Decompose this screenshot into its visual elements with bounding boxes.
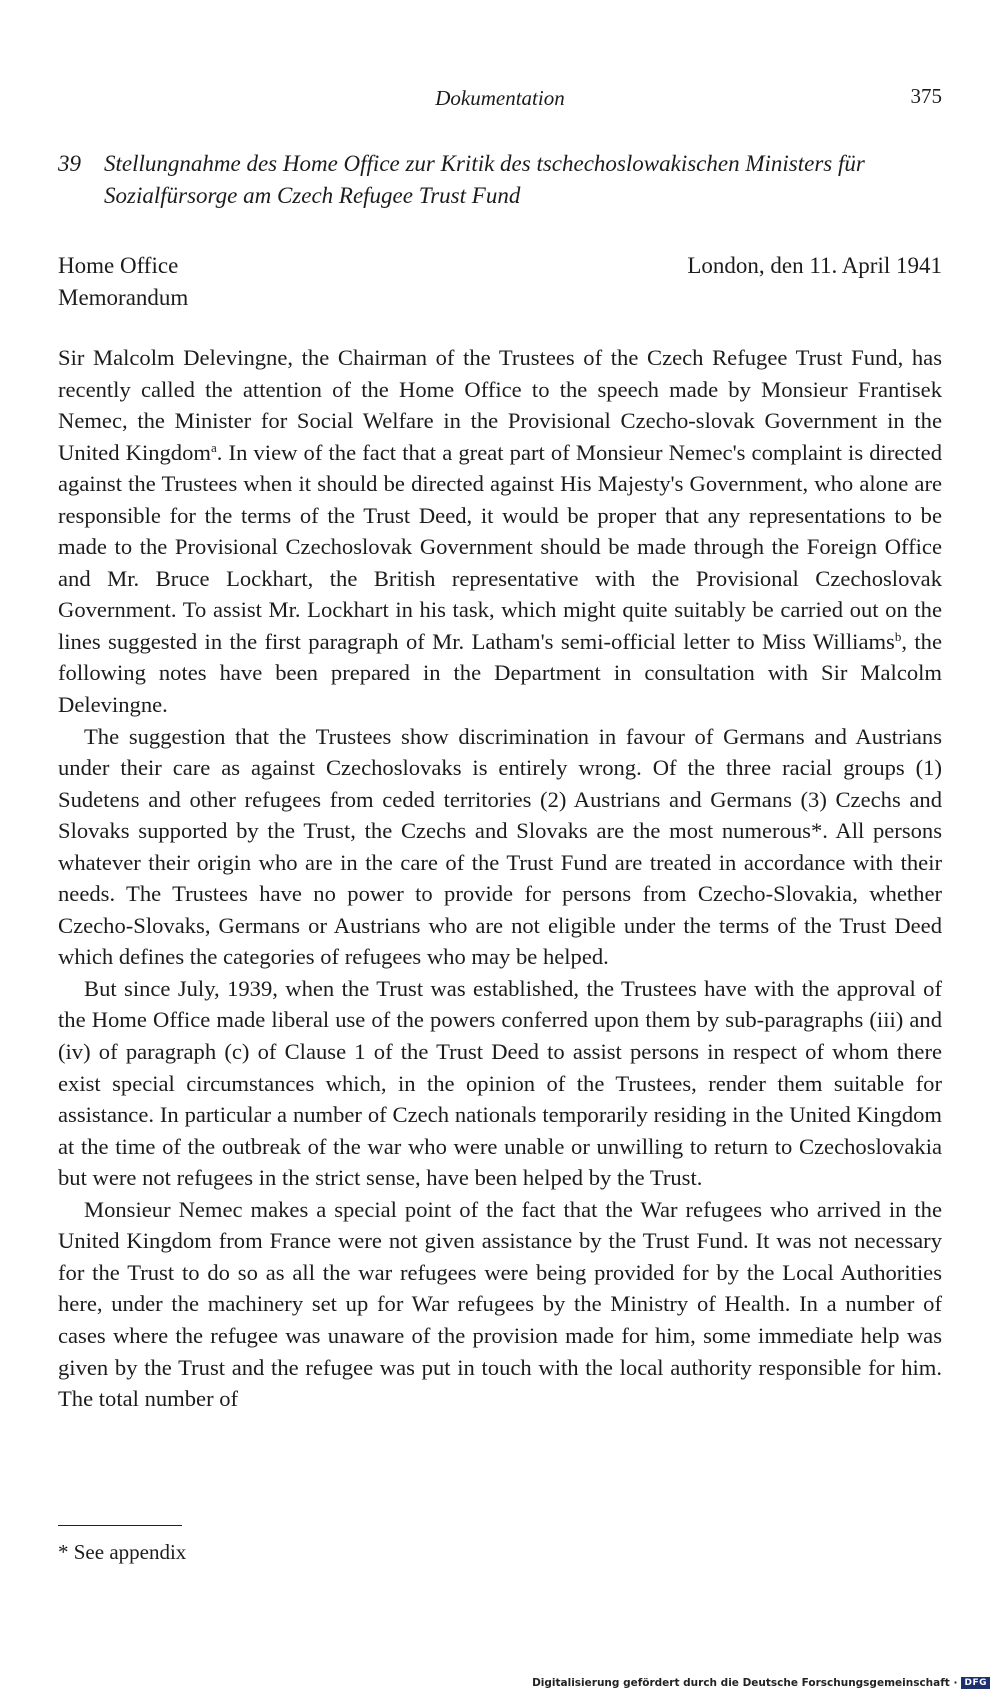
footnote-divider: [58, 1525, 182, 1526]
running-head: Dokumentation: [435, 86, 565, 110]
document-number: 39: [58, 151, 81, 176]
body-text: [58, 342, 942, 1415]
credit-text: Digitalisierung gefördert durch die Deutsche Forschungsgemeinschaft ·: [532, 1677, 958, 1689]
paragraph-3: But since July, 1939, when the Trust was established, the Trustees have with the approval of the Home Office made liberal use of the powers conferred upon them by sub-paragraphs (iii) and (iv) of paragraph (c) of Clause 1 of the Trust Deed to assist persons in respect of whom there exist special circumstances which, in the opinion of the Trustees, render them suitable for assistance. In particular a number of Czech nationals temporarily residing in the United Kingdom at the time of the outbreak of the war who were unable or unwilling to return to Czechoslovakia but were not refugees in the strict sense, have been helped by the Trust.: [58, 975, 942, 1191]
note-marker-a: a: [210, 439, 217, 455]
paragraph-1-part-3: , the following notes have been prepared in the Department in consultation with Sir Malcolm Delevingne.: [58, 628, 942, 718]
memo-type: Memorandum: [58, 285, 189, 310]
sender-block: [58, 250, 188, 314]
page-number: 375: [910, 84, 942, 108]
paragraph-4: Monsieur Nemec makes a special point of the fact that the War refugees who arrived in the United Kingdom from France were not given assistance by the Trust Fund. It was not necessary for the Trust to do so as all the war refugees were being provided for by the Local Authorities here, under the machinery set up for War refugees by the Ministry of Health. In a number of cases where the refugee was unaware of the provision made for him, some immediate help was given by the Trust and the refugee was put in touch with the local authority responsible for him. The total number of: [58, 1196, 942, 1412]
sender-line: Home Office: [58, 253, 179, 278]
digitization-credit: [532, 1677, 990, 1689]
place-date: London, den 11. April 1941: [687, 253, 942, 278]
paragraph-1-part-2: . In view of the fact that a great part of Monsieur Nemec's complaint is directed against the Trustees when it should be directed against His Majesty's Government, who alone are responsible for the terms of the Trust Deed, it would be proper that any representations to be made to the Provisional Czechoslovak Government should be made through the Foreign Office and Mr. Bruce Lockhart, the British representative with the Provisional Czechoslovak Government. To assist Mr. Lockhart in his task, which might quite suitably be carried out on the lines suggested in the first paragraph of Mr. Latham's semi-official letter to Miss Williams: [58, 439, 942, 654]
document-heading: [58, 148, 942, 212]
document-meta: [58, 250, 942, 314]
paragraph-2: The suggestion that the Trustees show discrimination in favour of Germans and Austrians under their care as against Czechoslovaks is entirely wrong. Of the three racial groups (1) Sudetens and other refugees from ceded territories (2) Austrians and Germans (3) Czechs and Slovaks supported by the Trust, the Czechs and Slovaks are the most numerous*. All persons whatever their origin who are in the care of the Trust Fund are treated in accordance with their needs. The Trustees have no power to provide for persons from Czecho-Slovakia, whether Czecho-Slovaks, Germans or Austrians who are not eligible under the terms of the Trust Deed which defines the categories of refugees who may be helped.: [58, 723, 942, 970]
footnote: * See appendix: [58, 1540, 187, 1564]
paragraph-1-part-1: Sir Malcolm Delevingne, the Chairman of the Trustees of the Czech Refugee Trust Fund, has recently called the attention of the Home Office to the speech made by Monsieur Frantisek Nemec, the Minister for Social Welfare in the Provisional Czecho-slovak Government in the United Kingdom: [58, 345, 942, 465]
dfg-logo: DFG: [961, 1677, 990, 1689]
paragraph-1: [58, 342, 942, 721]
note-marker-b: b: [894, 628, 902, 644]
document-title: Stellungnahme des Home Office zur Kritik des tschechoslowakischen Ministers für Sozialfürsorge am Czech Refugee Trust Fund: [104, 151, 865, 208]
